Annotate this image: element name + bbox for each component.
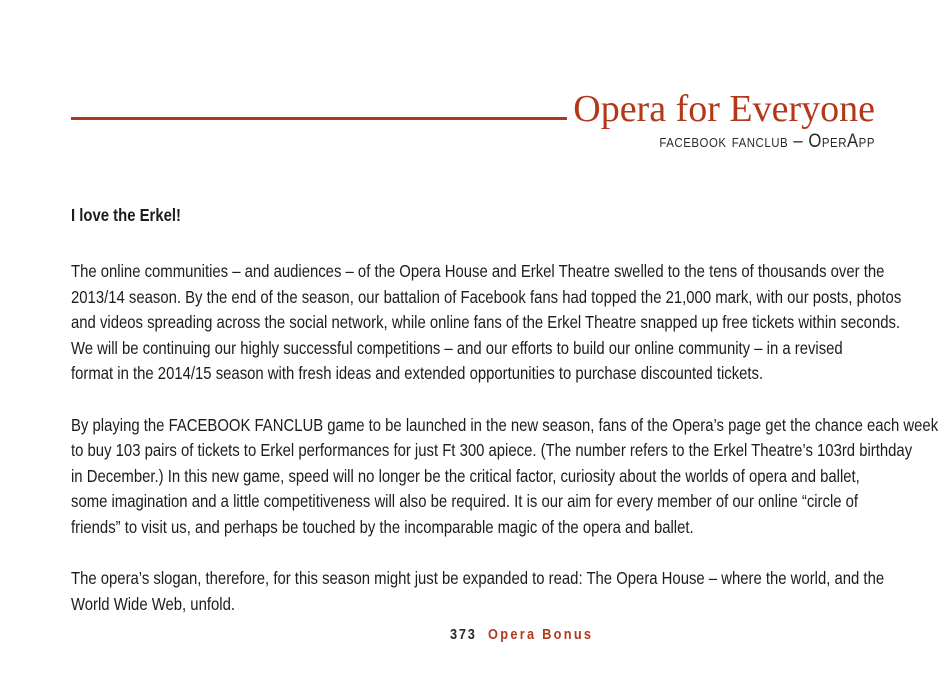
paragraph-line: in December.) In this new game, speed will no longer be the critical factor, curiosity about the worlds of opera and ballet, (71, 465, 860, 486)
page-header (71, 88, 875, 153)
paragraph-line: and videos spreading across the social network, while online fans of the Erkel Theatre snapped up free tickets within seconds. (71, 312, 901, 332)
paragraph-line: to buy 103 pairs of tickets to Erkel performances for just Ft 300 apiece. (The number refers to the Erkel Theatre’s 103rd birthday (71, 440, 913, 460)
body-text (71, 203, 939, 617)
paragraph-line: The opera’s slogan, therefore, for this season might just be expanded to read: The Opera House – where the world, and the (71, 568, 885, 588)
paragraph-line: The online communities – and audiences – of the Opera House and Erkel Theatre swelled to the tens of thousands over the (71, 261, 885, 281)
section-label: Opera Bonus (488, 627, 594, 643)
title-rule (71, 117, 567, 120)
title-row (71, 88, 875, 130)
paragraph-line: 2013/14 season. By the end of the season, our battalion of Facebook fans had topped the 21,000 mark, with our posts, photos (71, 286, 902, 307)
page-title: Opera for Everyone (573, 88, 875, 130)
paragraph (71, 413, 939, 541)
section-heading: I love the Erkel! (71, 205, 181, 225)
paragraph (71, 259, 902, 387)
page-subtitle: facebook fanclub – OperApp (659, 131, 875, 152)
page-number: 373 (450, 627, 477, 643)
paragraph-line: format in the 2014/15 season with fresh ideas and extended opportunities to purchase discounted tickets. (71, 363, 764, 383)
paragraph-line: By playing the FACEBOOK FANCLUB game to be launched in the new season, fans of the Opera’s page get the chance each week (71, 414, 939, 435)
paragraph-line: World Wide Web, unfold. (71, 593, 235, 614)
paragraph (71, 566, 885, 617)
paragraph-line: friends” to visit us, and perhaps be touched by the incomparable magic of the opera and ballet. (71, 516, 694, 537)
paragraph-line: We will be continuing our highly successful competitions – and our efforts to build our online community – in a revised (71, 337, 843, 358)
page-footer (450, 627, 593, 643)
paragraph-line: some imagination and a little competitiveness will also be required. It is our aim for every member of our online “circle of (71, 491, 859, 511)
